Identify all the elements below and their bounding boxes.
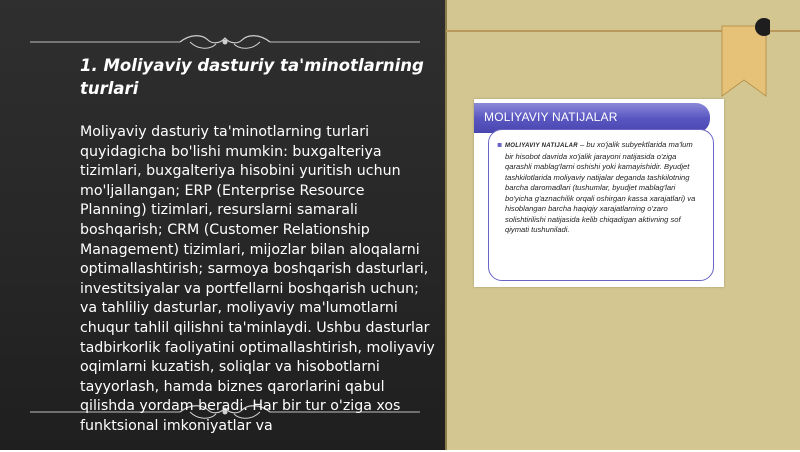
slide-body-text: Moliyaviy dasturiy ta'minotlarning turlari quyidagicha bo'lishi mumkin: buxgalteriya tizimlari, buxgalteriya hisobini yuritish uchun mo'ljallangan; ERP (Enterprise Resource Planning) tizimlari, resurslarni samarali boshqarish; CRM (Customer Relationship Management) tizimlari, mijozlar bilan aloqalarni optimallashtirish; sarmoya boshqarish dasturlari, investitsiyalar va portfellarni boshqarish uchun; va tahliliy dasturlar, moliyaviy ma'lumotlarni chuqur tahlil qilishni ta'minlaydi. Ushbu dasturlar tadbirkorlik faoliyatini optimallashtirish, moliyaviy oqimlarni kuzatish, soliqlar va hisobotlarni tayyorlash, hamda biznes qarorlarini qabul qilishda yordam beradi. Har bir tur o'ziga xos funktsional imkoniyatlar va xyxy=(80,124,435,434)
bullet-icon: ▪ xyxy=(497,140,503,149)
slide-title: 1. Moliyaviy dasturiy ta'minotlarning turlari xyxy=(80,56,424,98)
embedded-slide-content-box xyxy=(488,129,714,281)
ornament-divider-top xyxy=(30,30,420,54)
embedded-slide-definition xyxy=(505,140,701,236)
embedded-slide-definition-text: – bu xo'jalik subyektlarida ma'lum bir hisobot davrida xo'jalik jarayoni natijasida o'ziga qarashli mablag'larni oshishi yoki kamayishidir. Byudjet tashkilotlarida moliyaviy natijalar deganda tashkilotning barcha daromadlari (tushumlar, byudjet mablag'lari bo'yicha g'aznachilik orqali oshirgan kassa xarajatlari) va hisoblangan barcha haqiqiy xarajatlarning o'zaro solishtirilishi natijasida kelib chiqadigan aktivning sof qiymati tushuniladi. xyxy=(505,140,696,234)
embedded-slide-header-text: MOLIYAVIY NATIJALAR xyxy=(484,110,618,124)
embedded-slide-image xyxy=(474,99,724,287)
embedded-slide-term: MOLIYAVIY NATIJALAR xyxy=(505,143,578,149)
bookmark-icon xyxy=(718,18,770,98)
